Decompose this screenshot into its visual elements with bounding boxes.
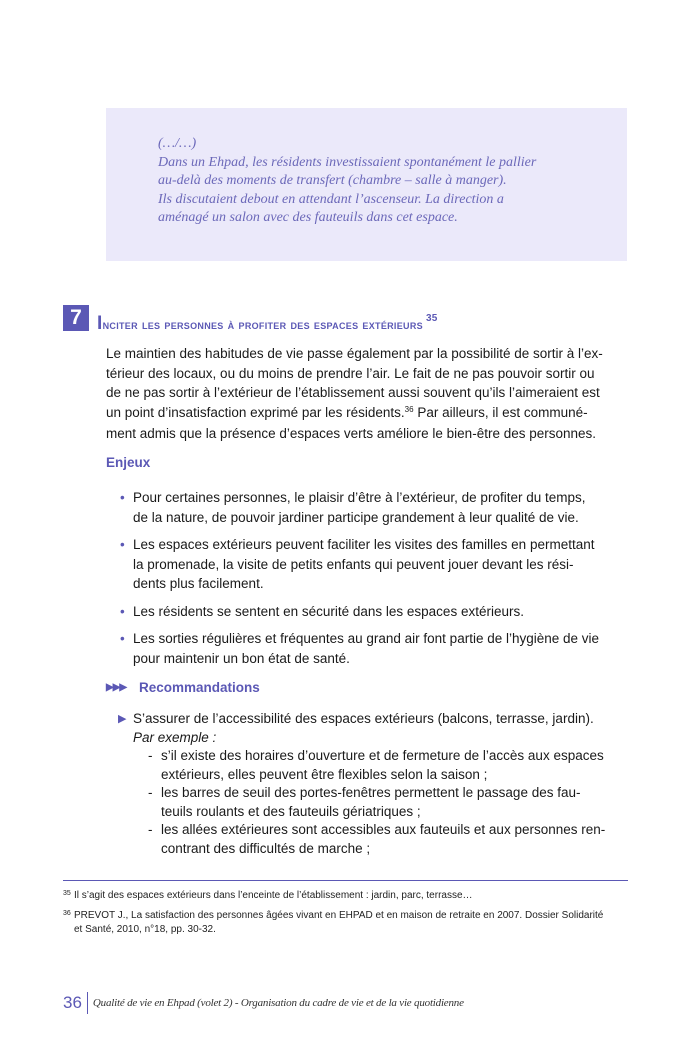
list-item-line: de la nature, de pouvoir jardiner participe grandement à leur qualité de vie. <box>133 509 579 525</box>
example-label: Par exemple : <box>133 729 217 745</box>
footnote <box>63 889 629 903</box>
intro-line: de ne pas sortir à l’extérieur de l’établissement aussi souvent qu’ils l’aimeraient est <box>106 385 600 400</box>
quote-line: au-delà des moments de transfert (chambre – salle à manger). <box>158 173 507 188</box>
footnote-number: 35 <box>63 890 71 897</box>
list-item-line: Les espaces extérieurs peuvent faciliter les visites des familles en permettant <box>133 537 595 552</box>
recommandation-text: S’assurer de l’accessibilité des espaces extérieurs (balcons, terrasse, jardin). <box>133 711 594 726</box>
footnote-divider <box>63 880 628 881</box>
list-item-line: Pour certaines personnes, le plaisir d’être à l’extérieur, de profiter du temps, <box>133 490 586 505</box>
list-item <box>120 488 632 527</box>
example-line: teuils roulants et des fauteuils gériatriques ; <box>161 803 421 819</box>
list-item-line: dents plus facilement. <box>133 576 264 591</box>
page-number: 36 <box>63 992 88 1014</box>
list-item-line: Les résidents se sentent en sécurité dans les espaces extérieurs. <box>133 603 524 619</box>
footnote-line: et Santé, 2010, n°18, pp. 30-32. <box>74 924 216 935</box>
footnote-line: PREVOT J., La satisfaction des personnes âgées vivant en EHPAD et en maison de retraite en 2007. Dossier Solidarité <box>74 910 604 921</box>
bullet-icon: • <box>120 490 125 505</box>
page-footer <box>63 992 464 1014</box>
example-line: contrant des difficultés de marche ; <box>161 840 371 856</box>
quote-line: Ils discutaient debout en attendant l’ascenseur. La direction a <box>158 191 504 207</box>
list-item-line: pour maintenir un bon état de santé. <box>133 650 350 666</box>
quote-text <box>158 135 608 228</box>
list-item-line: la promenade, la visite de petits enfants qui peuvent jouer devant les rési- <box>133 556 574 572</box>
footer-title: Qualité de vie en Ehpad (volet 2) - Organisation du cadre de vie et de la vie quotidienne <box>92 997 464 1009</box>
list-item <box>120 535 632 594</box>
intro-line-4-head: un point d’insatisfaction exprimé par les résidents. <box>106 404 405 420</box>
intro-line: térieur des locaux, ou du moins de prendre l’air. Le fait de ne pas pouvoir sortir ou <box>106 365 595 381</box>
intro-paragraph <box>106 344 630 444</box>
section-title-initial: I <box>97 313 103 334</box>
section-number: 7 <box>63 305 89 331</box>
arrows-icon: ▶▶▶ <box>106 682 127 693</box>
dash-bullet: - <box>148 785 153 800</box>
example-line: les barres de seuil des portes-fenêtres permettent le passage des fau- <box>161 785 581 800</box>
list-item-line: Les sorties régulières et fréquentes au grand air font partie de l’hygiène de vie <box>133 631 600 646</box>
example-item <box>118 821 630 858</box>
intro-line: ment admis que la présence d’espaces verts améliore le bien-être des personnes. <box>106 426 597 441</box>
bullet-icon: • <box>120 631 125 646</box>
quote-line: (…/…) <box>158 136 197 151</box>
section-title-text: nciter les personnes à profiter des espaces extérieurs <box>102 317 423 332</box>
section-title-note: 35 <box>425 313 438 324</box>
example-line: extérieurs, elles peuvent être flexibles selon la saison ; <box>161 766 488 782</box>
footnote-line: Il s’agit des espaces extérieurs dans l’enceinte de l’établissement : jardin, parc, terrasse… <box>74 890 473 901</box>
dash-bullet: - <box>148 822 153 837</box>
quote-line: aménagé un salon avec des fauteuils dans cet espace. <box>158 210 458 225</box>
list-item <box>120 629 632 668</box>
enjeux-heading: Enjeux <box>106 455 151 470</box>
footnote <box>63 909 629 937</box>
recommandation-item <box>118 710 630 858</box>
intro-line: Le maintien des habitudes de vie passe également par la possibilité de sortir à l’ex- <box>106 346 603 361</box>
triangle-bullet-icon: ▶ <box>118 713 127 725</box>
recommandations-heading: Recommandations <box>139 680 260 695</box>
example-item <box>118 784 630 821</box>
quote-line: Dans un Ehpad, les résidents investissaient spontanément le pallier <box>158 154 537 170</box>
example-line: les allées extérieures sont accessibles aux fauteuils et aux personnes ren- <box>161 822 606 837</box>
footnotes <box>63 889 629 943</box>
bullet-icon: • <box>120 537 125 552</box>
footnote-number: 36 <box>63 910 71 917</box>
section-title <box>97 313 617 335</box>
example-item <box>118 747 630 784</box>
intro-line-4-tail: Par ailleurs, il est communé- <box>413 404 588 420</box>
dash-bullet: - <box>148 748 153 763</box>
enjeux-list <box>120 488 632 676</box>
intro-line-4 <box>106 403 630 425</box>
bullet-icon: • <box>120 603 125 619</box>
footnote-ref: 36 <box>404 404 414 414</box>
list-item <box>120 602 632 622</box>
example-line: s’il existe des horaires d’ouverture et de fermeture de l’accès aux espaces <box>161 748 604 763</box>
